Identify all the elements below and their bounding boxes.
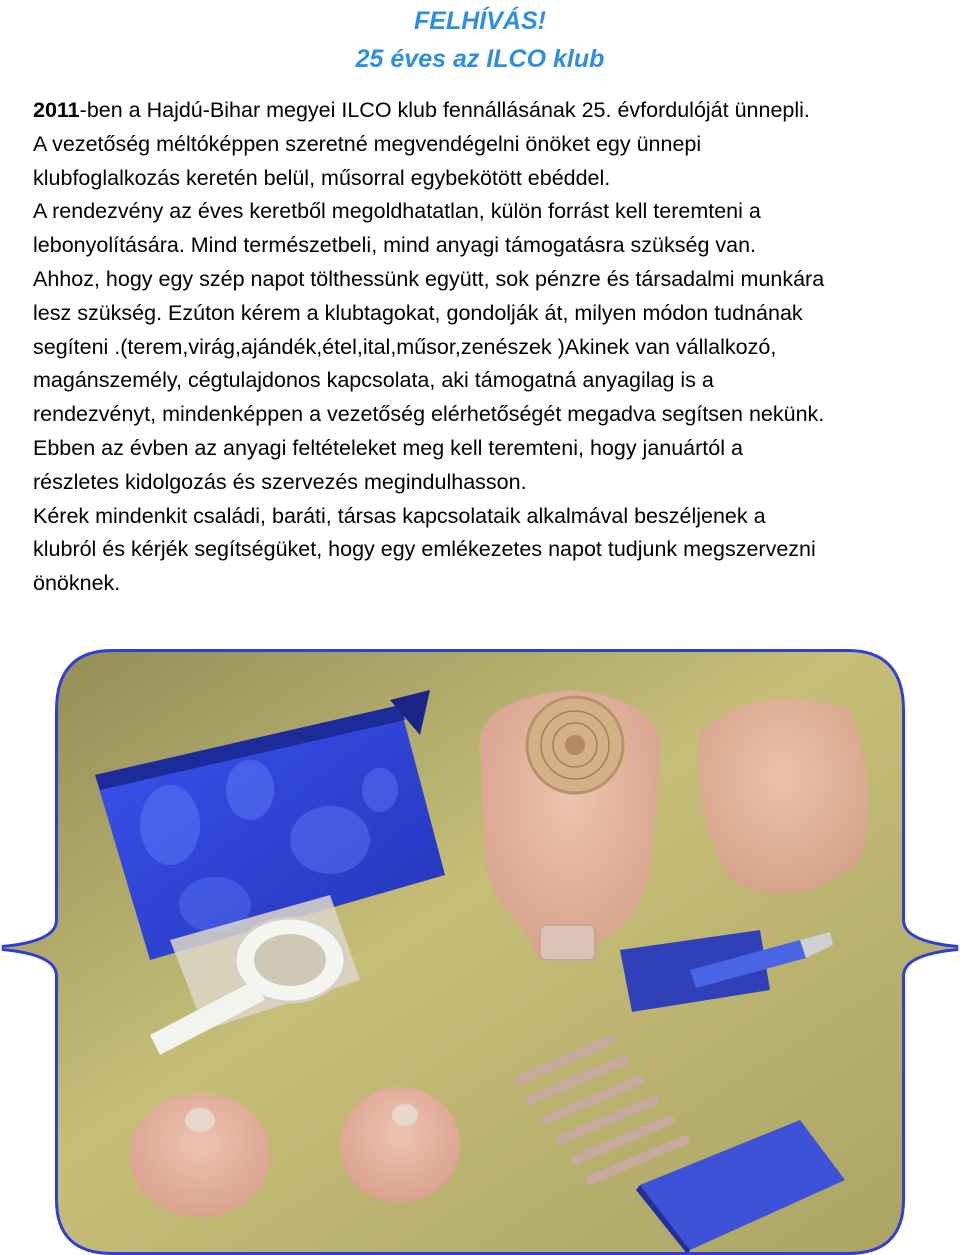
paragraph-line: részletes kidolgozás és szervezés megindulhasson. (33, 469, 527, 494)
paragraph-line (33, 94, 960, 128)
paragraph-line: Kérek mindenkit családi, baráti, társas kapcsolataik alkalmával beszéljenek a (33, 503, 766, 528)
heading (0, 2, 960, 78)
paragraph-line: lebonyolítására. Mind természetbeli, mind anyagi támogatásra szükség van. (33, 233, 757, 258)
paragraph-line: segíteni .(terem,virág,ajándék,étel,ital,műsor,zenészek )Akinek van vállalkozó, (33, 334, 777, 359)
paragraph-line: önöknek. (33, 571, 121, 596)
paragraph-line: rendezvényt, mindenképpen a vezetőség elérhetőségét megadva segítsen nekünk. (33, 402, 825, 427)
announcement-text (33, 94, 960, 601)
paragraph-line: A vezetőség méltóképpen szeretné megvendégelni önöket egy ünnepi (33, 131, 702, 156)
paragraph-line: A rendezvény az éves keretből megoldhatatlan, külön forrást kell teremteni a (33, 199, 761, 224)
title-callout: FELHÍVÁS! (414, 7, 546, 35)
paragraph-line: klubról és kérjék segítségüket, hogy egy emlékezetes napot tudjunk megszervezni (33, 537, 816, 562)
year: 2011 (33, 98, 80, 122)
photo-illustration (0, 640, 960, 1255)
paragraph-line: Ahhoz, hogy egy szép napot tölthessünk együtt, sok pénzre és társadalmi munkára (33, 266, 825, 291)
paragraph-line: lesz szükség. Ezúton kérem a klubtagokat, gondolják át, milyen módon tudnának (33, 300, 803, 325)
paragraph-line: magánszemély, cégtulajdonos kapcsolata, aki támogatná anyagilag is a (33, 368, 714, 393)
title-anniversary: 25 éves az ILCO klub (355, 45, 605, 73)
paragraph-line: Ebben az évben az anyagi feltételeket meg kell teremteni, hogy januártól a (33, 435, 743, 460)
closed-pouch (698, 699, 868, 894)
ostomy-supplies-photo (0, 640, 960, 1255)
paragraph-line: klubfoglalkozás keretén belül, műsorral egybekötött ebéddel. (33, 165, 611, 190)
line-rest: -ben a Hajdú-Bihar megyei ILCO klub fennállásának 25. évfordulóját ünnepli. (79, 98, 810, 122)
